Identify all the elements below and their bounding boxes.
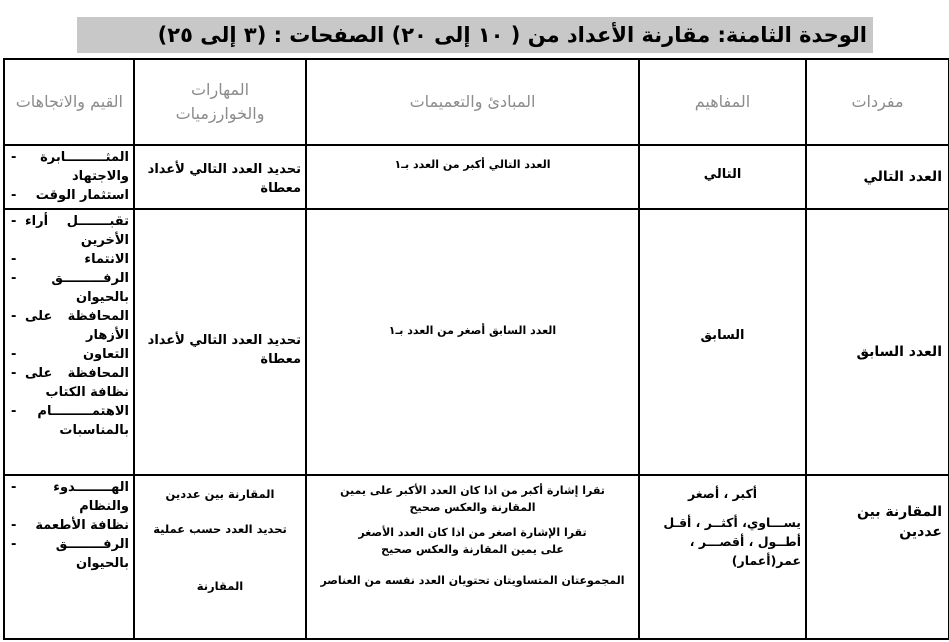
skill-1: المقارنة بين عددين xyxy=(165,487,275,501)
list-item: - المحافظة على نظافة الكتاب xyxy=(11,366,129,400)
table-row xyxy=(4,475,949,639)
list-item: - نظافة الأطعمة xyxy=(11,518,129,533)
list-item: - استثمار الوقت xyxy=(11,188,129,203)
table-row xyxy=(4,209,949,475)
header-terms: مفردات xyxy=(806,59,949,145)
list-item: - المحافظة على الأزهار xyxy=(11,309,129,343)
list-item: - الرفـــــــــق بالحيوان xyxy=(11,271,129,305)
unit-title-bar xyxy=(77,17,873,53)
list-item: - الهــــــــدوء والنظام xyxy=(11,480,129,514)
principle-2: تقرا الإشارة اصغر من اذا كان العدد الأصغر على يمين المقارنة والعكس صحيح xyxy=(358,526,587,556)
skill-3: المقارنة xyxy=(196,579,244,593)
skill-2: تحديد العدد حسب عملية xyxy=(153,522,287,536)
header-skills: المهارات والخوارزميات xyxy=(134,59,306,145)
list-item: - الانتماء xyxy=(11,252,129,267)
skill-cell xyxy=(134,475,306,639)
header-concepts: المفاهيم xyxy=(639,59,806,145)
principle-3: المجموعتان المتساويتان تحتويان العدد نفسه من العناصر xyxy=(320,574,625,587)
table-row xyxy=(4,145,949,209)
term-cell: العدد التالي xyxy=(806,145,949,209)
principle-1: تقرا إشارة أكبر من اذا كان العدد الأكبر على يمين المقارنة والعكس صحيح xyxy=(340,484,605,514)
concept-cell: التالي xyxy=(639,145,806,209)
list-item: - التعاون xyxy=(11,347,129,362)
principle-cell xyxy=(306,475,639,639)
skill-cell: تحديد العدد التالي لأعداد معطاة xyxy=(134,209,306,475)
values-cell xyxy=(4,209,134,475)
principle-cell: العدد السابق أصغر من العدد بـ١ xyxy=(306,209,639,475)
list-item: - المثـــــــــابرة والاجتهاد xyxy=(11,150,129,184)
header-row xyxy=(4,59,949,145)
list-item: يســـاوي، أكثــر ، أقـل xyxy=(663,515,801,530)
principle-cell: العدد التالي أكبر من العدد بـ١ xyxy=(306,145,639,209)
values-cell xyxy=(4,475,134,639)
values-list xyxy=(5,146,133,205)
list-item: - الاهتمـــــــــام بالمناسبات xyxy=(11,404,129,438)
header-principles: المبادئ والتعميمات xyxy=(306,59,639,145)
list-item: أطــول ، أقصـــر ، xyxy=(689,534,801,549)
unit-analysis-table xyxy=(3,58,949,640)
list-item: أكبر ، أصغر xyxy=(687,486,758,501)
header-values: القيم والاتجاهات xyxy=(4,59,134,145)
concept-cell xyxy=(639,475,806,639)
term-cell: المقارنة بين عددين xyxy=(806,475,949,639)
values-list xyxy=(5,476,133,573)
list-item: - تقبـــــــل أراء الأخرين xyxy=(11,214,129,248)
term-cell: العدد السابق xyxy=(806,209,949,475)
values-list xyxy=(5,210,133,440)
comparison-terms-list xyxy=(640,484,805,570)
skill-cell: تحديد العدد التالي لأعداد معطاة xyxy=(134,145,306,209)
values-cell xyxy=(4,145,134,209)
list-item: - الرفــــــــق بالحيوان xyxy=(11,537,129,571)
list-item: عمر(أعمار) xyxy=(731,553,801,568)
unit-title: الوحدة الثامنة: مقارنة الأعداد من ( ١٠ إلى ٢٠) الصفحات : (٣ إلى ٢٥) xyxy=(157,23,867,47)
concept-cell: السابق xyxy=(639,209,806,475)
